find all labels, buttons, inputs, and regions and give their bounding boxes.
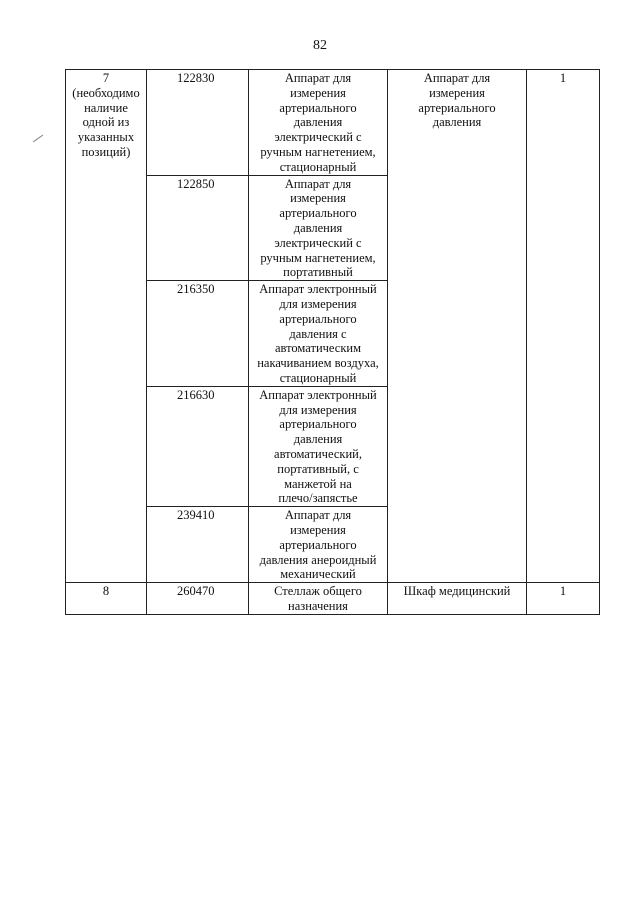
item-name-line: давления xyxy=(293,220,343,235)
item-name-line: Аппарат для xyxy=(284,71,352,85)
item-name-line: Стеллаж общего xyxy=(274,584,362,599)
item-name-line: накачиванием воздуха, xyxy=(257,356,379,371)
position-number-line: одной из xyxy=(82,115,130,130)
table-row xyxy=(66,583,600,615)
item-name xyxy=(249,507,388,583)
item-name-line: Аппарат для xyxy=(284,176,352,191)
group-name-line: артериального xyxy=(418,100,496,115)
item-name-line: ручным нагнетением, xyxy=(260,144,376,159)
item-name-line: механический xyxy=(280,567,356,582)
item-name-line: для измерения xyxy=(279,296,357,311)
item-name-line: измерения xyxy=(290,191,346,206)
item-name-line: электрический с xyxy=(274,130,362,145)
item-code: 260470 xyxy=(147,583,249,615)
item-name-line: Аппарат электронный xyxy=(259,387,377,402)
item-code: 239410 xyxy=(147,507,249,583)
quantity: 1 xyxy=(527,70,600,583)
item-name-line: измерения xyxy=(290,85,346,100)
item-name-line: назначения xyxy=(288,598,348,613)
item-name-line: автоматический, xyxy=(274,446,362,461)
item-name-line: Аппарат электронный xyxy=(259,282,377,297)
item-name-line: артериального xyxy=(279,417,357,432)
item-name-line: давления xyxy=(293,432,343,447)
item-name-line: портативный, с xyxy=(277,461,359,476)
item-name-line: артериального xyxy=(279,311,357,326)
item-name-line: портативный xyxy=(283,265,353,280)
item-name xyxy=(249,175,388,281)
item-code: 122850 xyxy=(147,175,249,281)
equipment-table xyxy=(65,69,600,615)
scan-mark xyxy=(33,135,43,143)
item-name-line: автоматическим xyxy=(274,341,362,356)
item-name-line: ручным нагнетением, xyxy=(260,250,376,265)
position-number-line: 7 xyxy=(102,71,110,85)
group-name-line: измерения xyxy=(429,85,485,100)
item-name xyxy=(249,281,388,387)
quantity: 1 xyxy=(527,583,600,615)
item-name-line: плечо/запястье xyxy=(278,491,358,506)
item-code: 216630 xyxy=(147,386,249,506)
item-name-line: измерения xyxy=(290,522,346,537)
item-name-line: давления xyxy=(293,115,343,130)
position-number-line: наличие xyxy=(84,100,128,115)
position-number-line: указанных xyxy=(77,130,135,145)
item-name xyxy=(249,583,388,615)
item-name-line: давления анероидный xyxy=(259,552,377,567)
table-row xyxy=(66,70,600,176)
item-name xyxy=(249,386,388,506)
item-name-line: давления с xyxy=(289,326,347,341)
position-number-line: (необходимо xyxy=(72,85,140,100)
group-name xyxy=(388,583,527,615)
page-number: 82 xyxy=(313,38,327,53)
position-number xyxy=(66,70,147,583)
item-name-line: стационарный xyxy=(279,159,357,174)
group-name-line: Аппарат для xyxy=(423,71,491,85)
item-name-line: стационарный xyxy=(279,370,357,385)
item-name-line: для измерения xyxy=(279,402,357,417)
item-name-line: Аппарат для xyxy=(284,508,352,523)
group-name xyxy=(388,70,527,583)
item-code: 122830 xyxy=(147,70,249,176)
position-number-line: позиций) xyxy=(81,144,131,159)
item-name-line: артериального xyxy=(279,100,357,115)
item-name-line: манжетой на xyxy=(284,476,352,491)
item-name-line: артериального xyxy=(279,537,357,552)
position-number-line: 8 xyxy=(102,584,110,599)
item-name xyxy=(249,70,388,176)
position-number xyxy=(66,583,147,615)
group-name-line: Шкаф медицинский xyxy=(403,584,511,599)
item-name-line: электрический с xyxy=(274,235,362,250)
item-name-line: артериального xyxy=(279,206,357,221)
item-code: 216350 xyxy=(147,281,249,387)
group-name-line: давления xyxy=(432,115,482,130)
table-body xyxy=(66,70,600,615)
